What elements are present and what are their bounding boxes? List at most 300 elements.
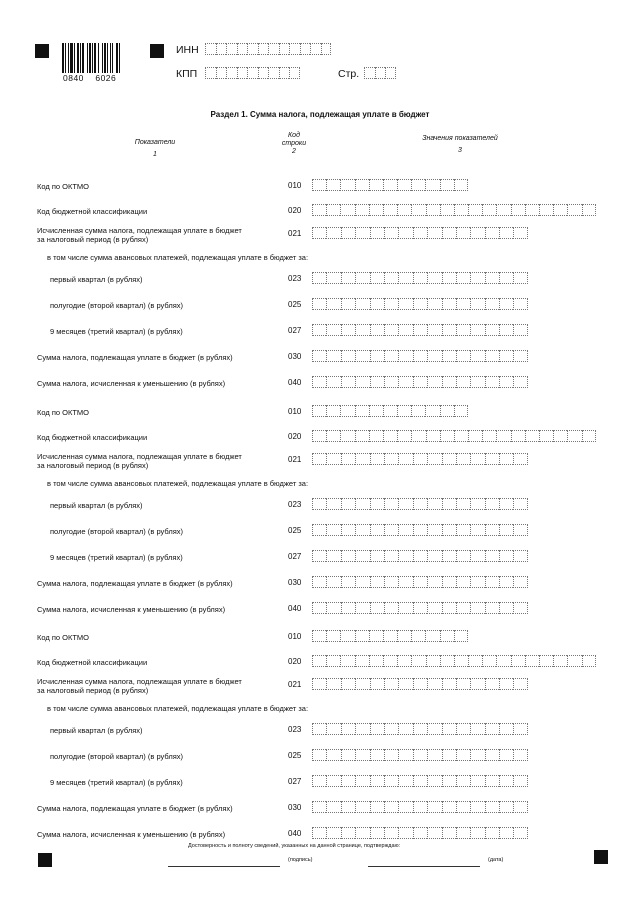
pay-value-cell[interactable]	[413, 576, 427, 588]
calc-value-cell[interactable]	[384, 453, 398, 465]
q1-value-cell[interactable]	[499, 723, 513, 735]
m9-value-field[interactable]	[312, 324, 528, 336]
q1-value-cell[interactable]	[413, 272, 427, 284]
kbk-value-cell[interactable]	[440, 430, 454, 442]
m9-value-cell[interactable]	[384, 324, 398, 336]
pay-value-cell[interactable]	[355, 350, 369, 362]
reduce-value-cell[interactable]	[485, 602, 499, 614]
kbk-value-cell[interactable]	[326, 430, 340, 442]
calc-value-cell[interactable]	[499, 227, 513, 239]
calc-value-cell[interactable]	[513, 453, 527, 465]
pay-value-cell[interactable]	[470, 576, 484, 588]
q1-value-cell[interactable]	[485, 272, 499, 284]
reduce-value-cell[interactable]	[456, 376, 470, 388]
calc-value-cell[interactable]	[355, 453, 369, 465]
q1-value-cell[interactable]	[384, 723, 398, 735]
m9-value-cell[interactable]	[470, 775, 484, 787]
kbk-value-cell[interactable]	[553, 204, 567, 216]
page-number-cell[interactable]	[385, 67, 396, 79]
calc-value-cell[interactable]	[513, 678, 527, 690]
kbk-value-cell[interactable]	[482, 655, 496, 667]
calc-value-field[interactable]	[312, 453, 528, 465]
kbk-value-cell[interactable]	[411, 430, 425, 442]
oktmo-value-cell[interactable]	[369, 405, 383, 417]
reduce-value-cell[interactable]	[326, 376, 340, 388]
oktmo-value-cell[interactable]	[355, 630, 369, 642]
pay-value-cell[interactable]	[513, 576, 527, 588]
m9-value-cell[interactable]	[355, 324, 369, 336]
reduce-value-cell[interactable]	[470, 602, 484, 614]
kbk-value-cell[interactable]	[525, 655, 539, 667]
calc-value-cell[interactable]	[384, 678, 398, 690]
half-value-cell[interactable]	[456, 524, 470, 536]
calc-value-cell[interactable]	[413, 227, 427, 239]
q1-value-cell[interactable]	[499, 272, 513, 284]
reduce-value-cell[interactable]	[370, 376, 384, 388]
pay-value-cell[interactable]	[485, 576, 499, 588]
q1-value-cell[interactable]	[355, 723, 369, 735]
kbk-value-cell[interactable]	[496, 655, 510, 667]
kbk-value-cell[interactable]	[454, 655, 468, 667]
kpp-field[interactable]	[205, 67, 300, 79]
pay-value-cell[interactable]	[370, 576, 384, 588]
signature-line[interactable]	[168, 866, 280, 867]
kbk-value-cell[interactable]	[582, 204, 596, 216]
m9-value-cell[interactable]	[470, 324, 484, 336]
pay-value-cell[interactable]	[341, 350, 355, 362]
half-value-cell[interactable]	[312, 298, 326, 310]
oktmo-value-cell[interactable]	[312, 405, 326, 417]
pay-value-cell[interactable]	[499, 576, 513, 588]
pay-value-field[interactable]	[312, 576, 528, 588]
m9-value-cell[interactable]	[456, 550, 470, 562]
half-value-cell[interactable]	[370, 298, 384, 310]
half-value-cell[interactable]	[499, 524, 513, 536]
oktmo-value-field[interactable]	[312, 630, 468, 642]
q1-value-cell[interactable]	[427, 498, 441, 510]
calc-value-cell[interactable]	[355, 227, 369, 239]
half-value-cell[interactable]	[442, 298, 456, 310]
half-value-cell[interactable]	[384, 749, 398, 761]
m9-value-cell[interactable]	[456, 775, 470, 787]
half-value-cell[interactable]	[355, 298, 369, 310]
m9-value-cell[interactable]	[398, 550, 412, 562]
reduce-value-cell[interactable]	[470, 376, 484, 388]
oktmo-value-cell[interactable]	[425, 405, 439, 417]
oktmo-value-cell[interactable]	[397, 630, 411, 642]
calc-value-cell[interactable]	[341, 227, 355, 239]
half-value-cell[interactable]	[341, 524, 355, 536]
pay-value-cell[interactable]	[355, 576, 369, 588]
reduce-value-cell[interactable]	[470, 827, 484, 839]
half-value-cell[interactable]	[470, 749, 484, 761]
oktmo-value-cell[interactable]	[425, 179, 439, 191]
calc-value-cell[interactable]	[398, 678, 412, 690]
half-value-cell[interactable]	[470, 524, 484, 536]
q1-value-cell[interactable]	[370, 272, 384, 284]
reduce-value-cell[interactable]	[427, 827, 441, 839]
q1-value-cell[interactable]	[427, 272, 441, 284]
kpp-cell[interactable]	[279, 67, 290, 79]
calc-value-cell[interactable]	[341, 453, 355, 465]
half-value-cell[interactable]	[398, 298, 412, 310]
m9-value-cell[interactable]	[384, 550, 398, 562]
calc-value-cell[interactable]	[485, 678, 499, 690]
reduce-value-cell[interactable]	[355, 602, 369, 614]
calc-value-cell[interactable]	[442, 227, 456, 239]
q1-value-cell[interactable]	[312, 498, 326, 510]
kbk-value-cell[interactable]	[312, 655, 326, 667]
reduce-value-cell[interactable]	[398, 602, 412, 614]
half-value-cell[interactable]	[427, 298, 441, 310]
kbk-value-cell[interactable]	[511, 204, 525, 216]
kbk-value-cell[interactable]	[539, 430, 553, 442]
kbk-value-cell[interactable]	[397, 204, 411, 216]
half-value-cell[interactable]	[384, 298, 398, 310]
reduce-value-cell[interactable]	[326, 602, 340, 614]
reduce-value-cell[interactable]	[341, 602, 355, 614]
oktmo-value-cell[interactable]	[440, 405, 454, 417]
half-value-cell[interactable]	[312, 749, 326, 761]
half-value-cell[interactable]	[513, 298, 527, 310]
pay-value-cell[interactable]	[513, 350, 527, 362]
m9-value-cell[interactable]	[398, 775, 412, 787]
pay-value-cell[interactable]	[470, 350, 484, 362]
calc-value-cell[interactable]	[456, 678, 470, 690]
half-value-cell[interactable]	[413, 749, 427, 761]
pay-value-cell[interactable]	[384, 801, 398, 813]
q1-value-field[interactable]	[312, 272, 528, 284]
reduce-value-cell[interactable]	[413, 602, 427, 614]
kbk-value-cell[interactable]	[326, 655, 340, 667]
kbk-value-cell[interactable]	[482, 204, 496, 216]
m9-value-cell[interactable]	[456, 324, 470, 336]
calc-value-cell[interactable]	[470, 453, 484, 465]
q1-value-cell[interactable]	[427, 723, 441, 735]
m9-value-cell[interactable]	[485, 550, 499, 562]
oktmo-value-cell[interactable]	[312, 630, 326, 642]
q1-value-cell[interactable]	[398, 498, 412, 510]
pay-value-cell[interactable]	[427, 576, 441, 588]
oktmo-value-cell[interactable]	[383, 630, 397, 642]
kbk-value-cell[interactable]	[312, 204, 326, 216]
q1-value-cell[interactable]	[442, 723, 456, 735]
kbk-value-cell[interactable]	[454, 204, 468, 216]
pay-value-cell[interactable]	[370, 801, 384, 813]
calc-value-cell[interactable]	[413, 453, 427, 465]
reduce-value-cell[interactable]	[427, 602, 441, 614]
q1-value-field[interactable]	[312, 498, 528, 510]
inn-cell[interactable]	[237, 43, 248, 55]
kbk-value-cell[interactable]	[426, 204, 440, 216]
m9-value-cell[interactable]	[341, 324, 355, 336]
reduce-value-cell[interactable]	[513, 827, 527, 839]
calc-value-cell[interactable]	[485, 453, 499, 465]
kbk-value-cell[interactable]	[440, 655, 454, 667]
q1-value-cell[interactable]	[341, 723, 355, 735]
kbk-value-cell[interactable]	[553, 430, 567, 442]
half-value-cell[interactable]	[427, 524, 441, 536]
half-value-cell[interactable]	[485, 749, 499, 761]
q1-value-cell[interactable]	[470, 498, 484, 510]
reduce-value-cell[interactable]	[355, 376, 369, 388]
q1-value-cell[interactable]	[485, 723, 499, 735]
calc-value-cell[interactable]	[370, 678, 384, 690]
kbk-value-cell[interactable]	[369, 204, 383, 216]
inn-cell[interactable]	[205, 43, 216, 55]
pay-value-cell[interactable]	[326, 801, 340, 813]
kbk-value-cell[interactable]	[582, 655, 596, 667]
pay-value-cell[interactable]	[499, 801, 513, 813]
m9-value-cell[interactable]	[513, 324, 527, 336]
kpp-cell[interactable]	[226, 67, 237, 79]
inn-cell[interactable]	[300, 43, 311, 55]
calc-value-cell[interactable]	[456, 227, 470, 239]
pay-value-cell[interactable]	[312, 576, 326, 588]
reduce-value-cell[interactable]	[312, 827, 326, 839]
kpp-cell[interactable]	[247, 67, 258, 79]
kbk-value-cell[interactable]	[525, 204, 539, 216]
kbk-value-cell[interactable]	[383, 655, 397, 667]
calc-value-field[interactable]	[312, 227, 528, 239]
kbk-value-cell[interactable]	[567, 430, 581, 442]
kbk-value-cell[interactable]	[340, 430, 354, 442]
oktmo-value-cell[interactable]	[397, 405, 411, 417]
calc-value-cell[interactable]	[413, 678, 427, 690]
q1-value-cell[interactable]	[384, 498, 398, 510]
inn-field[interactable]	[205, 43, 331, 55]
m9-value-cell[interactable]	[370, 775, 384, 787]
calc-value-cell[interactable]	[470, 678, 484, 690]
m9-value-cell[interactable]	[341, 775, 355, 787]
m9-value-cell[interactable]	[355, 550, 369, 562]
kbk-value-cell[interactable]	[511, 430, 525, 442]
q1-value-cell[interactable]	[341, 272, 355, 284]
m9-value-cell[interactable]	[326, 324, 340, 336]
q1-value-cell[interactable]	[326, 498, 340, 510]
reduce-value-cell[interactable]	[398, 376, 412, 388]
calc-value-cell[interactable]	[355, 678, 369, 690]
kbk-value-cell[interactable]	[440, 204, 454, 216]
reduce-value-field[interactable]	[312, 602, 528, 614]
q1-value-field[interactable]	[312, 723, 528, 735]
reduce-value-cell[interactable]	[355, 827, 369, 839]
kpp-cell[interactable]	[216, 67, 227, 79]
m9-value-cell[interactable]	[326, 550, 340, 562]
q1-value-cell[interactable]	[370, 498, 384, 510]
m9-value-cell[interactable]	[513, 775, 527, 787]
reduce-value-cell[interactable]	[370, 827, 384, 839]
reduce-value-cell[interactable]	[485, 376, 499, 388]
m9-value-cell[interactable]	[499, 550, 513, 562]
half-value-cell[interactable]	[355, 749, 369, 761]
m9-value-cell[interactable]	[470, 550, 484, 562]
pay-value-cell[interactable]	[398, 801, 412, 813]
reduce-value-cell[interactable]	[413, 376, 427, 388]
reduce-value-cell[interactable]	[499, 376, 513, 388]
pay-value-cell[interactable]	[456, 801, 470, 813]
calc-value-cell[interactable]	[370, 227, 384, 239]
pay-value-cell[interactable]	[427, 350, 441, 362]
m9-value-cell[interactable]	[341, 550, 355, 562]
oktmo-value-cell[interactable]	[355, 405, 369, 417]
half-value-cell[interactable]	[413, 298, 427, 310]
calc-value-cell[interactable]	[341, 678, 355, 690]
kbk-value-cell[interactable]	[355, 430, 369, 442]
reduce-value-cell[interactable]	[442, 376, 456, 388]
pay-value-cell[interactable]	[326, 350, 340, 362]
m9-value-cell[interactable]	[513, 550, 527, 562]
half-value-cell[interactable]	[485, 524, 499, 536]
pay-value-cell[interactable]	[312, 801, 326, 813]
kbk-value-cell[interactable]	[582, 430, 596, 442]
kbk-value-cell[interactable]	[567, 655, 581, 667]
q1-value-cell[interactable]	[442, 498, 456, 510]
pay-value-cell[interactable]	[456, 576, 470, 588]
q1-value-cell[interactable]	[513, 498, 527, 510]
reduce-value-cell[interactable]	[312, 602, 326, 614]
oktmo-value-cell[interactable]	[326, 179, 340, 191]
kpp-cell[interactable]	[258, 67, 269, 79]
calc-value-cell[interactable]	[513, 227, 527, 239]
reduce-value-cell[interactable]	[384, 602, 398, 614]
half-value-cell[interactable]	[326, 524, 340, 536]
kpp-cell[interactable]	[205, 67, 216, 79]
calc-value-cell[interactable]	[456, 453, 470, 465]
q1-value-cell[interactable]	[326, 272, 340, 284]
pay-value-field[interactable]	[312, 801, 528, 813]
half-value-cell[interactable]	[398, 749, 412, 761]
half-value-field[interactable]	[312, 524, 528, 536]
pay-value-cell[interactable]	[470, 801, 484, 813]
kbk-value-cell[interactable]	[340, 204, 354, 216]
half-value-cell[interactable]	[499, 298, 513, 310]
kbk-value-cell[interactable]	[553, 655, 567, 667]
oktmo-value-cell[interactable]	[369, 179, 383, 191]
kbk-value-cell[interactable]	[468, 204, 482, 216]
m9-value-field[interactable]	[312, 550, 528, 562]
pay-value-cell[interactable]	[398, 350, 412, 362]
pay-value-cell[interactable]	[384, 350, 398, 362]
half-value-cell[interactable]	[370, 524, 384, 536]
q1-value-cell[interactable]	[398, 723, 412, 735]
reduce-value-cell[interactable]	[427, 376, 441, 388]
reduce-value-cell[interactable]	[341, 376, 355, 388]
pay-value-cell[interactable]	[355, 801, 369, 813]
kbk-value-cell[interactable]	[454, 430, 468, 442]
reduce-value-cell[interactable]	[442, 827, 456, 839]
reduce-value-cell[interactable]	[513, 602, 527, 614]
reduce-value-cell[interactable]	[513, 376, 527, 388]
q1-value-cell[interactable]	[442, 272, 456, 284]
oktmo-value-cell[interactable]	[425, 630, 439, 642]
m9-value-cell[interactable]	[413, 324, 427, 336]
oktmo-value-cell[interactable]	[355, 179, 369, 191]
kbk-value-cell[interactable]	[496, 430, 510, 442]
pay-value-cell[interactable]	[442, 576, 456, 588]
m9-value-cell[interactable]	[370, 550, 384, 562]
q1-value-cell[interactable]	[513, 272, 527, 284]
oktmo-value-cell[interactable]	[397, 179, 411, 191]
oktmo-value-cell[interactable]	[440, 179, 454, 191]
pay-value-cell[interactable]	[485, 350, 499, 362]
kbk-value-cell[interactable]	[426, 430, 440, 442]
calc-value-cell[interactable]	[427, 227, 441, 239]
q1-value-cell[interactable]	[456, 272, 470, 284]
calc-value-cell[interactable]	[326, 227, 340, 239]
pay-value-cell[interactable]	[513, 801, 527, 813]
oktmo-value-cell[interactable]	[326, 630, 340, 642]
kbk-value-cell[interactable]	[539, 655, 553, 667]
m9-value-cell[interactable]	[355, 775, 369, 787]
calc-value-cell[interactable]	[312, 227, 326, 239]
kbk-value-cell[interactable]	[383, 204, 397, 216]
oktmo-value-cell[interactable]	[411, 405, 425, 417]
q1-value-cell[interactable]	[456, 498, 470, 510]
pay-value-cell[interactable]	[312, 350, 326, 362]
inn-cell[interactable]	[279, 43, 290, 55]
half-value-cell[interactable]	[499, 749, 513, 761]
calc-value-cell[interactable]	[499, 678, 513, 690]
pay-value-field[interactable]	[312, 350, 528, 362]
reduce-value-cell[interactable]	[326, 827, 340, 839]
q1-value-cell[interactable]	[370, 723, 384, 735]
reduce-value-field[interactable]	[312, 827, 528, 839]
q1-value-cell[interactable]	[326, 723, 340, 735]
q1-value-cell[interactable]	[470, 272, 484, 284]
half-value-cell[interactable]	[442, 524, 456, 536]
pay-value-cell[interactable]	[456, 350, 470, 362]
calc-value-cell[interactable]	[398, 453, 412, 465]
m9-value-cell[interactable]	[398, 324, 412, 336]
pay-value-cell[interactable]	[442, 350, 456, 362]
m9-value-cell[interactable]	[427, 550, 441, 562]
calc-value-cell[interactable]	[485, 227, 499, 239]
pay-value-cell[interactable]	[384, 576, 398, 588]
pay-value-cell[interactable]	[427, 801, 441, 813]
half-value-cell[interactable]	[355, 524, 369, 536]
reduce-value-cell[interactable]	[312, 376, 326, 388]
oktmo-value-cell[interactable]	[454, 405, 468, 417]
q1-value-cell[interactable]	[413, 498, 427, 510]
pay-value-cell[interactable]	[499, 350, 513, 362]
kbk-value-cell[interactable]	[326, 204, 340, 216]
m9-value-cell[interactable]	[312, 324, 326, 336]
calc-value-cell[interactable]	[326, 453, 340, 465]
date-line[interactable]	[368, 866, 480, 867]
kbk-value-cell[interactable]	[355, 655, 369, 667]
calc-value-cell[interactable]	[370, 453, 384, 465]
half-value-cell[interactable]	[456, 298, 470, 310]
kpp-cell[interactable]	[268, 67, 279, 79]
kbk-value-cell[interactable]	[525, 430, 539, 442]
kbk-value-cell[interactable]	[397, 430, 411, 442]
oktmo-value-cell[interactable]	[454, 179, 468, 191]
calc-value-cell[interactable]	[427, 678, 441, 690]
half-value-cell[interactable]	[370, 749, 384, 761]
inn-cell[interactable]	[289, 43, 300, 55]
m9-value-cell[interactable]	[370, 324, 384, 336]
m9-value-cell[interactable]	[485, 775, 499, 787]
inn-cell[interactable]	[216, 43, 227, 55]
kbk-value-cell[interactable]	[426, 655, 440, 667]
oktmo-value-cell[interactable]	[326, 405, 340, 417]
half-value-cell[interactable]	[326, 749, 340, 761]
pay-value-cell[interactable]	[341, 576, 355, 588]
reduce-value-cell[interactable]	[398, 827, 412, 839]
oktmo-value-cell[interactable]	[383, 405, 397, 417]
m9-value-cell[interactable]	[427, 775, 441, 787]
